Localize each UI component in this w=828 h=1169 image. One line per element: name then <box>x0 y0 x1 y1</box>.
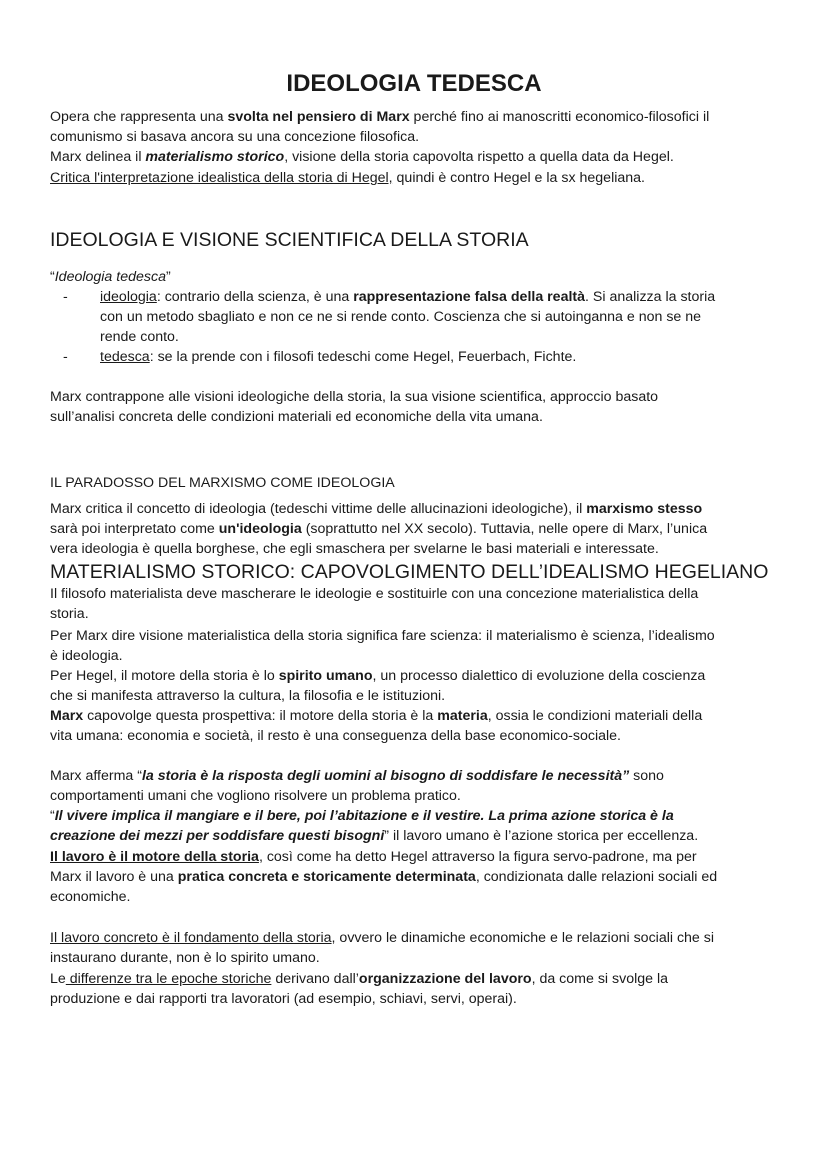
text-segment: IL PARADOSSO DEL MARXISMO COME IDEOLOGIA <box>50 475 395 491</box>
bold-text: materia <box>437 708 488 724</box>
text-segment: , un processo dialettico di evoluzione della coscienza <box>372 668 706 684</box>
text-segment: , da come si svolge la <box>531 971 669 987</box>
text-segment: instaurano durante, non è lo spirito umano. <box>50 950 320 966</box>
text-segment: Il filosofo materialista deve mascherare le ideologie e sostituirle con una concezione materialistica della <box>50 586 699 602</box>
underlined-text: Critica l'interpretazione idealistica della storia di Hegel, <box>50 170 393 186</box>
bold-text: creazione dei mezzi per soddisfare questi bisogni <box>50 828 385 844</box>
text-line <box>50 584 698 604</box>
underlined-text: Il lavoro concreto è il fondamento della storia <box>50 930 332 946</box>
text-segment: comportamenti umani che vogliono risolvere un problema pratico. <box>50 788 461 804</box>
text-line <box>50 267 171 287</box>
text-segment: IDEOLOGIA E VISIONE SCIENTIFICA DELLA STORIA <box>50 229 529 251</box>
text-line <box>50 786 461 806</box>
text-segment: derivano dall’ <box>271 971 359 987</box>
text-segment: : se la prende con i filosofi tedeschi come Hegel, Feuerbach, Fichte. <box>149 349 577 365</box>
text-line <box>50 539 659 559</box>
text-segment: , così come ha detto Hegel attraverso la figura servo-padrone, ma per <box>258 849 697 865</box>
text-line <box>50 806 674 826</box>
text-segment: sarà poi interpretato come <box>50 521 219 537</box>
text-line <box>50 168 645 188</box>
bold-text: la storia è la risposta degli uomini al bisogno di soddisfare le necessità” <box>141 768 630 784</box>
text-segment: : contrario della scienza, è una <box>156 289 354 305</box>
text-segment: . Si analizza la storia <box>585 289 716 305</box>
bold-text: spirito umano <box>278 668 373 684</box>
text-segment: vita umana: economia e società, il resto è una conseguenza della base economico-sociale. <box>50 728 621 744</box>
text-segment: Per Hegel, il motore della storia è lo <box>50 668 279 684</box>
text-line <box>50 519 707 539</box>
bold-text: materialismo storico <box>145 149 285 165</box>
text-line <box>50 127 419 147</box>
text-segment: ” il lavoro umano è l’azione storica per eccellenza. <box>384 828 699 844</box>
text-line <box>50 847 697 867</box>
text-line <box>50 826 698 846</box>
bold-text: Il lavoro è il motore della storia <box>50 849 259 865</box>
text-segment: comunismo si basava ancora su una concezione filosofica. <box>50 129 420 145</box>
text-segment: , ovvero le dinamiche economiche e le relazioni sociali che si <box>331 930 715 946</box>
bullet-dash: - <box>63 289 68 305</box>
text-line <box>50 604 89 624</box>
text-segment: Marx il lavoro è una <box>50 869 178 885</box>
text-line <box>50 387 658 407</box>
text-line <box>50 726 621 746</box>
bold-text: un'ideologia <box>218 521 302 537</box>
bullet-item <box>63 347 577 367</box>
bold-text: marxismo stesso <box>586 501 703 517</box>
text-line <box>50 928 714 948</box>
text-line <box>50 948 320 968</box>
section-heading <box>50 227 529 253</box>
bullet-dash: - <box>63 349 68 365</box>
underlined-text: tedesca <box>100 349 150 365</box>
text-segment: quindi è contro Hegel e la sx hegeliana. <box>392 170 645 186</box>
text-segment: che si manifesta attraverso la cultura, la filosofia e le istituzioni. <box>50 688 446 704</box>
text-segment: , condizionata dalle relazioni sociali ed <box>475 869 718 885</box>
section-heading <box>50 473 395 493</box>
text-line <box>50 107 709 127</box>
text-segment: sono <box>629 768 664 784</box>
underlined-text: differenze tra le epoche storiche <box>65 971 272 987</box>
text-line <box>50 686 445 706</box>
text-segment: Le <box>50 971 66 987</box>
text-segment: , visione della storia capovolta rispetto a quella data da Hegel. <box>284 149 674 165</box>
section-heading <box>50 559 768 585</box>
text-line <box>100 327 179 347</box>
text-segment: IDEOLOGIA TEDESCA <box>286 70 542 97</box>
document-title <box>0 69 828 99</box>
text-segment: capovolge questa prospettiva: il motore della storia è la <box>83 708 438 724</box>
bullet-item <box>63 287 716 307</box>
text-segment: sull’analisi concreta delle condizioni materiali ed economiche della vita umana. <box>50 409 543 425</box>
italic-text: Ideologia tedesca <box>54 269 166 285</box>
text-segment: “ <box>50 269 55 285</box>
text-line <box>50 499 702 519</box>
text-segment: Marx afferma “ <box>50 768 142 784</box>
underlined-text: ideologia <box>100 289 157 305</box>
text-line <box>50 969 668 989</box>
text-line <box>50 646 123 666</box>
text-segment: è ideologia. <box>50 648 123 664</box>
text-line <box>50 989 517 1009</box>
text-segment: economiche. <box>50 889 131 905</box>
text-segment: con un metodo sbagliato e non ce ne si rende conto. Coscienza che si autoinganna e non se ne <box>100 309 702 325</box>
text-segment: Per Marx dire visione materialistica della storia significa fare scienza: il materialismo è scienza, l’idealismo <box>50 628 715 644</box>
text-line <box>50 706 702 726</box>
text-segment: perché fino ai manoscritti economico-filosofici il <box>409 109 710 125</box>
bold-text: pratica concreta e storicamente determinata <box>177 869 476 885</box>
text-line <box>50 867 717 887</box>
text-segment: MATERIALISMO STORICO: CAPOVOLGIMENTO DELL’IDEALISMO HEGELIANO <box>50 561 769 583</box>
text-segment: ” <box>165 269 171 285</box>
text-line <box>50 407 543 427</box>
text-segment: , ossia le condizioni materiali della <box>487 708 703 724</box>
text-line <box>50 766 664 786</box>
text-segment: rende conto. <box>100 329 179 345</box>
text-line <box>50 887 130 907</box>
text-line <box>50 666 705 686</box>
bold-text: svolta nel pensiero di Marx <box>227 109 410 125</box>
text-segment: Opera che rappresenta una <box>50 109 228 125</box>
text-segment: storia. <box>50 606 89 622</box>
text-line <box>50 626 715 646</box>
bold-text: rappresentazione falsa della realtà <box>353 289 586 305</box>
text-line <box>50 147 674 167</box>
text-segment: (soprattutto nel XX secolo). Tuttavia, nelle opere di Marx, l’unica <box>301 521 708 537</box>
text-segment: “ <box>50 808 55 824</box>
bold-text: Marx <box>50 708 84 724</box>
bold-text: Il vivere implica il mangiare e il bere, poi l’abitazione e il vestire. La prima azione storica è la <box>54 808 674 824</box>
text-line <box>100 307 701 327</box>
text-segment: produzione e dai rapporti tra lavoratori (ad esempio, schiavi, servi, operai). <box>50 991 517 1007</box>
text-segment: Marx critica il concetto di ideologia (tedeschi vittime delle allucinazioni ideologiche), il <box>50 501 587 517</box>
text-segment: Marx contrappone alle visioni ideologiche della storia, la sua visione scientifica, approccio basato <box>50 389 659 405</box>
text-segment: Marx delinea il <box>50 149 146 165</box>
bold-text: organizzazione del lavoro <box>358 971 532 987</box>
text-segment: vera ideologia è quella borghese, che egli smaschera per svelarne le basi materiali e interessate. <box>50 541 659 557</box>
